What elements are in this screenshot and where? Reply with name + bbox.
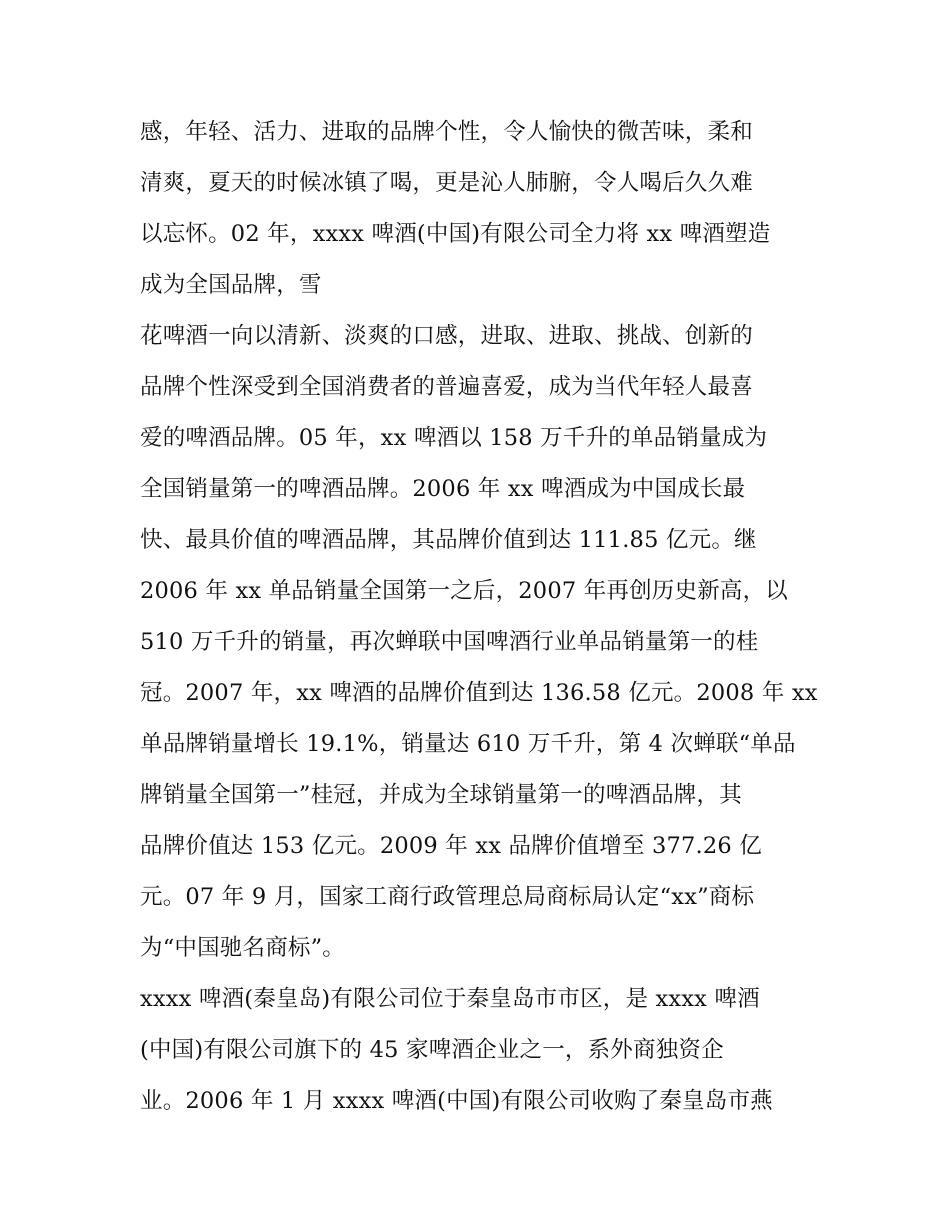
text-line: 元。07 年 9 月，国家工商行政管理总局商标局认定“xx”商标 [140,884,755,910]
text-line: (中国)有限公司旗下的 45 家啤酒企业之一，系外商独资企 [140,1037,724,1063]
text-line: 业。2006 年 1 月 xxxx 啤酒(中国)有限公司收购了秦皇岛市燕 [140,1088,773,1114]
text-line: xxxx 啤酒(秦皇岛)有限公司位于秦皇岛市市区，是 xxxx 啤酒 [140,986,760,1012]
text-line: 感，年轻、活力、进取的品牌个性，令人愉快的微苦味，柔和 [140,119,753,145]
text-line: 全国销量第一的啤酒品牌。2006 年 xx 啤酒成为中国成长最 [140,476,746,502]
text-line: 花啤酒一向以清新、淡爽的口感，进取、进取、挑战、创新的 [140,323,753,349]
text-line: 成为全国品牌，雪 [140,272,322,298]
body-text [140,107,830,1127]
text-line: 2006 年 xx 单品销量全国第一之后，2007 年再创历史新高，以 [140,578,789,604]
text-line: 爱的啤酒品牌。05 年，xx 啤酒以 158 万千升的单品销量成为 [140,425,768,451]
text-line: 单品牌销量增长 19.1%，销量达 610 万千升，第 4 次蝉联“单品 [140,731,796,757]
text-line: 冠。2007 年，xx 啤酒的品牌价值到达 136.58 亿元。2008 年 xx [140,680,818,706]
text-line: 为“中国驰名商标”。 [140,935,346,961]
text-line: 以忘怀。02 年，xxxx 啤酒(中国)有限公司全力将 xx 啤酒塑造 [140,221,771,247]
text-line: 品牌价值达 153 亿元。2009 年 xx 品牌价值增至 377.26 亿 [140,833,762,859]
text-line: 品牌个性深受到全国消费者的普遍喜爱，成为当代年轻人最喜 [140,374,753,400]
text-line: 牌销量全国第一”桂冠，并成为全球销量第一的啤酒品牌，其 [140,782,742,808]
text-line: 510 万千升的销量，再次蝉联中国啤酒行业单品销量第一的桂 [140,629,759,655]
text-line: 清爽，夏天的时候冰镇了喝，更是沁人肺腑，令人喝后久久难 [140,170,753,196]
text-line: 快、最具价值的啤酒品牌，其品牌价值到达 111.85 亿元。继 [140,527,757,553]
